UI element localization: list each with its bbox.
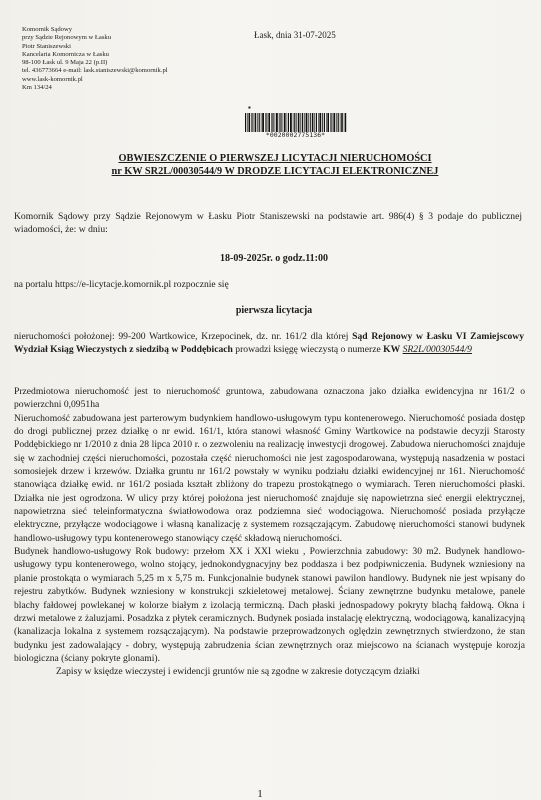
- sender-line: Kancelaria Komornicza w Łasku: [22, 50, 109, 58]
- title-line-1: OBWIESZCZENIE O PIERWSZEJ LICYTACJI NIERUCHOMOŚCI: [118, 153, 432, 164]
- sender-line: 98-100 Łask ul. 9 Maja 22 (p.II): [22, 59, 108, 67]
- description-paragraph: Budynek handlowo-usługowy Rok budowy: przełom XX i XXI wieku , Powierzchnia zabudowy: 30 m2. Budynek handlowo-usługowy typu kontenerowego, wolno stojący, jednokondygnacyjny bez poddasza i bez podpiwniczenia. Budynek wzniesiony na planie prostokąta o wymiarach 5,25 m x 5,75 m. Funkcjonalnie budynek stanowi pawilon handlowy. Budynek nie jest wpisany do rejestru zabytków. Budynek wzniesiony w konstrukcji szkieletowej metalowej. Ściany zewnętrzne budynku metalowe, panele blachy fałdowej powlekanej w kolorze białym z izolacją termiczną. Dach płaski jednospadowy pokryty blachą fałdową. Okna i drzwi metalowe z żaluzjami. Posadzka z płytek ceramicznych. Budynek posiada instalację elektryczną, wodociągową, kanalizacyjną (kanalizacja lokalna z systemem rozsączającym). Na podstawie przeprowadzonych oględzin zewnętrznych stwierdzono, że stan budynku jest zadowalający - dobry, występują zabrudzenia ścian zewnętrznych oraz miejscowo na ścianach występuje korozja biologiczna (ściany pokryte glonami).: [14, 546, 525, 664]
- sender-line: tel. 436773664 e-mail: lask.staniszewski@komornik.pl: [22, 67, 168, 75]
- barcode-number: *0020002775136*: [265, 131, 326, 139]
- property-text-2: prowadzi księgę wieczystą o numerze: [232, 344, 384, 355]
- description-paragraph: Nieruchomość zabudowana jest parterowym budynkiem handlowo-usługowym typu kontenerowego. Nieruchomość posiada dostęp do drogi publicznej przez działkę o nr ewid. 161/1, która stanowi własność Gminy Wartkowice na podstawie decyzji Starosty Poddębickiego nr 1/2010 z dnia 28 lipca 2010 r. o zezwoleniu na realizację inwestycji drogowej. Zabudowa nieruchomości znajduje się w zachodniej części nieruchomości, pozostała część nieruchomości nie jest zagospodarowana, występują nasadzenia w postaci somosiejek drzew i krzewów. Działka gruntu nr 161/2 powstały w wyniku podziału działki ewidencyjnej nr 161. Nieruchomość stanowiąca działkę ewid. nr 161/2 posiada kształt zbliżony do trapezu prostokątnego o wymiarach. Teren nieruchomości płaski. Działka nie jest ogrodzona. W ulicy przy której położona jest nieruchomość znajduje się napowietrzna sieć energii elektrycznej, napowietrzna sieć teleinformatyczna światłowodowa oraz podziemna sieć wodociągowa. Nieruchomość posiada przyłącze elektryczne, przyłącze wodociągowe i własną kanalizację z systemem rozsączającym. Zabudowę nieruchomości stanowi budynek handlowo-usługowy typu kontenerowego stanowiący część składową nieruchomości.: [14, 412, 525, 544]
- intro-paragraph: Komornik Sądowy przy Sądzie Rejonowym w Łasku Piotr Staniszewski na podstawie art. 986(4) § 3 podaje do publicznej wiadomości, że: w dniu:: [14, 211, 522, 235]
- property-description: [14, 385, 525, 679]
- court-name: Sąd Rejonowy w Łasku VI Zamiejscowy Wydział Ksiąg Wieczystych z siedzibą w Poddębicach: [14, 331, 524, 355]
- document-title: [60, 152, 490, 178]
- portal-line: na portalu https://e-licytacje.komornik.pl rozpocznie się: [14, 279, 229, 290]
- description-paragraph: Zapisy w księdze wieczystej i ewidencji gruntów nie są zgodne w zakresie dotyczącym działki: [56, 666, 420, 678]
- auction-datetime: 18-09-2025r. o godz.11:00: [220, 253, 328, 264]
- title-line-2: nr KW SR2L/00030544/9 W DRODZE LICYTACJI ELEKTRONICZNEJ: [111, 166, 439, 177]
- sender-address-block: [22, 26, 168, 92]
- kw-label: KW: [383, 344, 401, 355]
- auction-label: pierwsza licytacja: [235, 305, 313, 316]
- mark-dot: ▪: [248, 103, 251, 112]
- page-number: 1: [257, 788, 263, 800]
- sender-line: Komornik Sądowy: [22, 26, 73, 33]
- document-date: Łask, dnia 31-07-2025: [254, 30, 336, 40]
- sender-line: www.lask-komornik.pl: [22, 75, 83, 83]
- property-paragraph: [14, 330, 524, 356]
- sender-line: Km 134/24: [22, 84, 52, 92]
- property-text-1: nieruchomości położonej: 99-200 Wartkowice, Krzepocinek, dz. nr. 161/2 dla której: [14, 331, 353, 342]
- sender-line: Piotr Staniszewski: [22, 42, 71, 50]
- kw-number: SR2L/00030544/9: [402, 344, 472, 355]
- description-paragraph: Przedmiotowa nieruchomość jest to nieruchomość gruntowa, zabudowana oznaczona jako działka ewidencyjna nr 161/2 o powierzchni 0,0951ha: [14, 386, 525, 411]
- barcode-image: [244, 113, 347, 132]
- sender-line: przy Sądzie Rejonowym w Łasku: [22, 34, 111, 42]
